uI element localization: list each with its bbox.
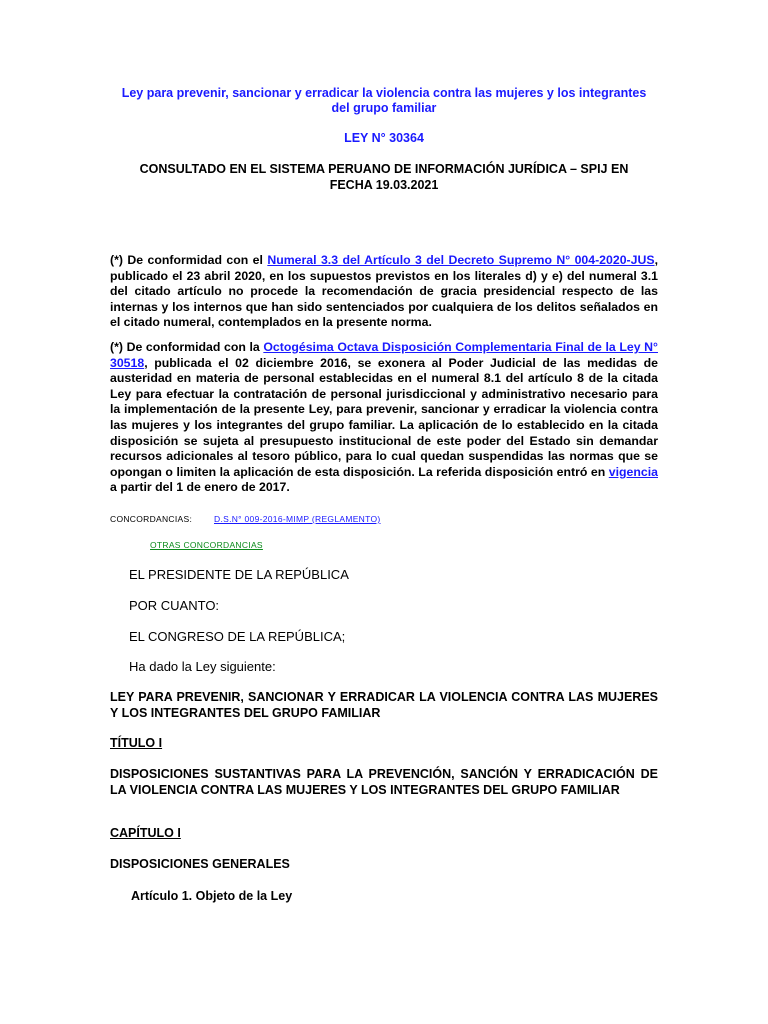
title-line-2: del grupo familiar <box>331 101 437 115</box>
preamble-congreso: EL CONGRESO DE LA REPÚBLICA; <box>129 629 346 644</box>
concordancias-label: CONCORDANCIAS: <box>110 514 193 524</box>
articulo-1-heading: Artículo 1. Objeto de la Ley <box>131 889 293 903</box>
note-decreto-supremo <box>110 253 658 331</box>
vigencia-link[interactable]: vigencia <box>608 464 658 479</box>
law-title: LEY PARA PREVENIR, SANCIONAR Y ERRADICAR LA VIOLENCIA CONTRA LAS MUJERES Y LOS INTEGRANTES DEL GRUPO FAMILIAR <box>110 690 658 720</box>
consult-line-2: FECHA 19.03.2021 <box>329 177 439 192</box>
capitulo-heading: CAPÍTULO I <box>110 826 181 840</box>
reglamento-link[interactable]: D.S.N° 009-2016-MIMP (REGLAMENTO) <box>214 514 381 524</box>
titulo-heading: TÍTULO I <box>110 736 163 750</box>
titulo-description: DISPOSICIONES SUSTANTIVAS PARA LA PREVENCIÓN, SANCIÓN Y ERRADICACIÓN DE LA VIOLENCIA CONTRA LAS MUJERES Y LOS INTEGRANTES DEL GRUPO FAMILIAR <box>110 767 658 797</box>
note2-prefix: (*) De conformidad con la <box>110 340 264 354</box>
note-ley-30518 <box>110 340 658 496</box>
document-title <box>108 86 660 116</box>
capitulo-description: DISPOSICIONES GENERALES <box>110 857 290 871</box>
otras-concordancias-link[interactable]: OTRAS CONCORDANCIAS <box>150 540 263 550</box>
consult-note <box>108 162 660 193</box>
note2-middle: , publicada el 02 diciembre 2016, se exonera al Poder Judicial de las medidas de austeridad en materia de personal establecidas en el numeral 8.1 del artículo 8 de la citada Ley para efectuar la contratación de personal jurisdiccional y administrativo necesario para la implementación de la presente Ley, para prevenir, sancionar y erradicar la violencia contra las mujeres y los integrantes del grupo familiar. La aplicación de lo establecido en la citada disposición se sujeta al presupuesto institucional de este poder del Estado sin demandar recursos adicionales al tesoro público, para lo cual quedan suspendidas las normas que se opongan o limiten la aplicación de esta disposición. La referida disposición entró en <box>110 355 658 479</box>
preamble-presidente: EL PRESIDENTE DE LA REPÚBLICA <box>129 567 349 582</box>
note1-suffix: , publicado el 23 abril 2020, en los supuestos previstos en los literales d) y e) del numeral 3.1 del citado artículo no procede la recomendación de gracia presidencial respecto de las internas y los internos que han sido sentenciados por cualquiera de los delitos señalados en el citado numeral, contemplados en la presente norma. <box>110 253 658 330</box>
decreto-supremo-link[interactable]: Numeral 3.3 del Artículo 3 del Decreto Supremo N° 004-2020-JUS <box>267 253 655 267</box>
title-line-1: Ley para prevenir, sancionar y erradicar la violencia contra las mujeres y los integrantes <box>121 86 647 100</box>
ley-30518-link[interactable]: Octogésima Octava Disposición Complementaria Final de la Ley N° 30518 <box>110 340 658 370</box>
note1-prefix: (*) De conformidad con el <box>110 253 268 267</box>
preamble-por-cuanto: POR CUANTO: <box>129 598 220 613</box>
law-number: LEY N° 30364 <box>344 131 424 145</box>
consult-line-1: CONSULTADO EN EL SISTEMA PERUANO DE INFORMACIÓN JURÍDICA – SPIJ EN <box>139 162 629 176</box>
preamble-ha-dado: Ha dado la Ley siguiente: <box>129 659 276 674</box>
note2-suffix: a partir del 1 de enero de 2017. <box>110 480 290 495</box>
